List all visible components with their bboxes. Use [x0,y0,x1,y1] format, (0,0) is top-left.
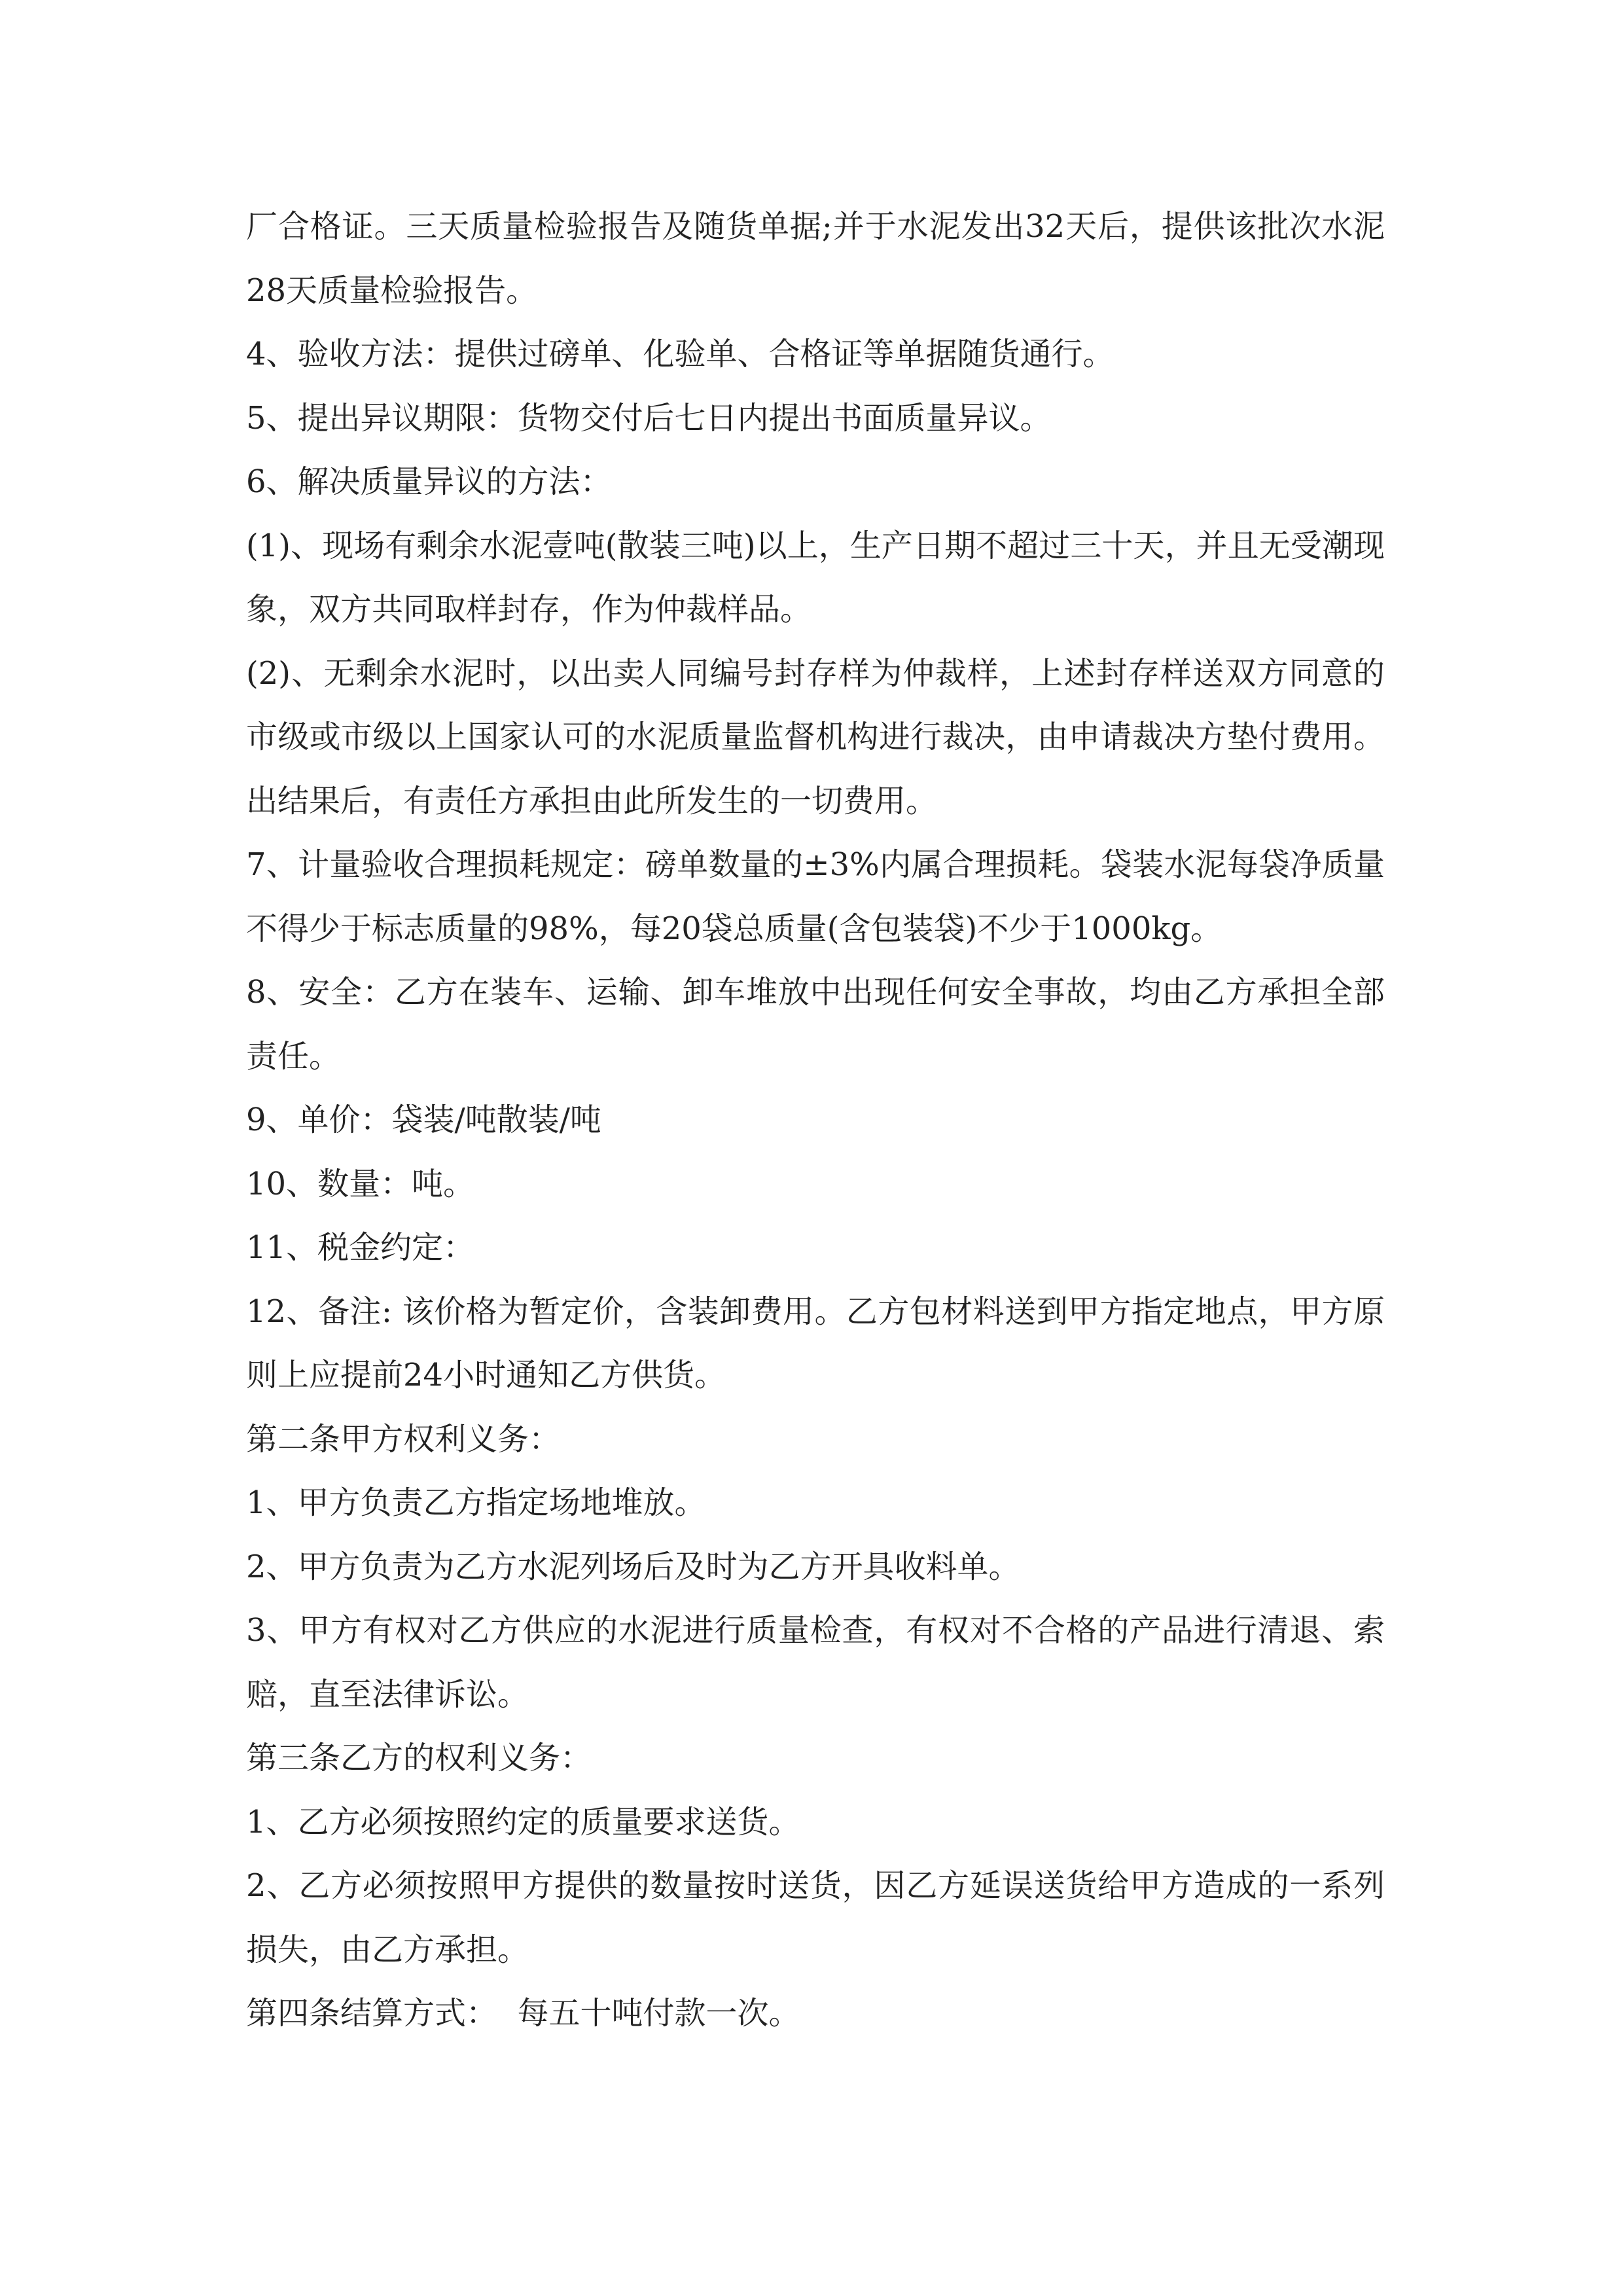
paragraph-dispute-resolution-heading: 6、解决质量异议的方法： [246,463,612,500]
paragraph-quantity: 10、数量：吨。 [246,1165,475,1202]
paragraph-remaining-cement: (1)、现场有剩余水泥壹吨(散装三吨)以上，生产日期不超过三十天，并且无受潮现象，双方共同取样封存，作为仲裁样品。 [246,527,1385,628]
paragraph-no-remaining-cement: (2)、无剩余水泥时，以出卖人同编号封存样为仲裁样，上述封存样送双方同意的市级或市级以上国家认可的水泥质量监督机构进行裁决，由申请裁决方垫付费用。出结果后，有责任方承担由此所发生的一切费用。 [246,655,1385,819]
paragraph-party-a-inspection: 3、甲方有权对乙方供应的水泥进行质量检查，有权对不合格的产品进行清退、索赔，直至法律诉讼。 [246,1612,1385,1713]
paragraph-unit-price: 9、单价：袋装/吨散装/吨 [246,1102,601,1138]
paragraph-measurement-loss: 7、计量验收合理损耗规定：磅单数量的±3%内属合理损耗。袋装水泥每袋净质量不得少于标志质量的98%，每20袋总质量(含包装袋)不少于1000kg。 [246,846,1385,947]
section-settlement-method: 第四条结算方式： 每五十吨付款一次。 [246,1995,800,2032]
paragraph-certificate-reports: 厂合格证。三天质量检验报告及随货单据;并于水泥发出32天后，提供该批次水泥28天质量检验报告。 [246,208,1385,309]
paragraph-acceptance-method: 4、验收方法：提供过磅单、化验单、合格证等单据随货通行。 [246,336,1115,372]
paragraph-party-a-storage: 1、甲方负责乙方指定场地堆放。 [246,1484,706,1521]
paragraph-party-b-quality: 1、乙方必须按照约定的质量要求送货。 [246,1803,800,1840]
paragraph-safety: 8、安全：乙方在装车、运输、卸车堆放中出现任何安全事故，均由乙方承担全部责任。 [246,974,1385,1075]
paragraph-tax: 11、税金约定： [246,1229,475,1266]
document-body [246,195,1385,2046]
section-party-a-rights: 第二条甲方权利义务： [246,1420,561,1458]
paragraph-party-a-receipt: 2、甲方负责为乙方水泥列场后及时为乙方开具收料单。 [246,1548,1020,1585]
section-party-b-rights: 第三条乙方的权利义务： [246,1740,592,1776]
paragraph-party-b-delivery: 2、乙方必须按照甲方提供的数量按时送货，因乙方延误送货给甲方造成的一系列损失，由乙方承担。 [246,1867,1385,1968]
paragraph-remarks: 12、备注: 该价格为暂定价，含装卸费用。乙方包材料送到甲方指定地点，甲方原则上应提前24小时通知乙方供货。 [246,1293,1385,1393]
paragraph-objection-period: 5、提出异议期限：货物交付后七日内提出书面质量异议。 [246,399,1052,437]
